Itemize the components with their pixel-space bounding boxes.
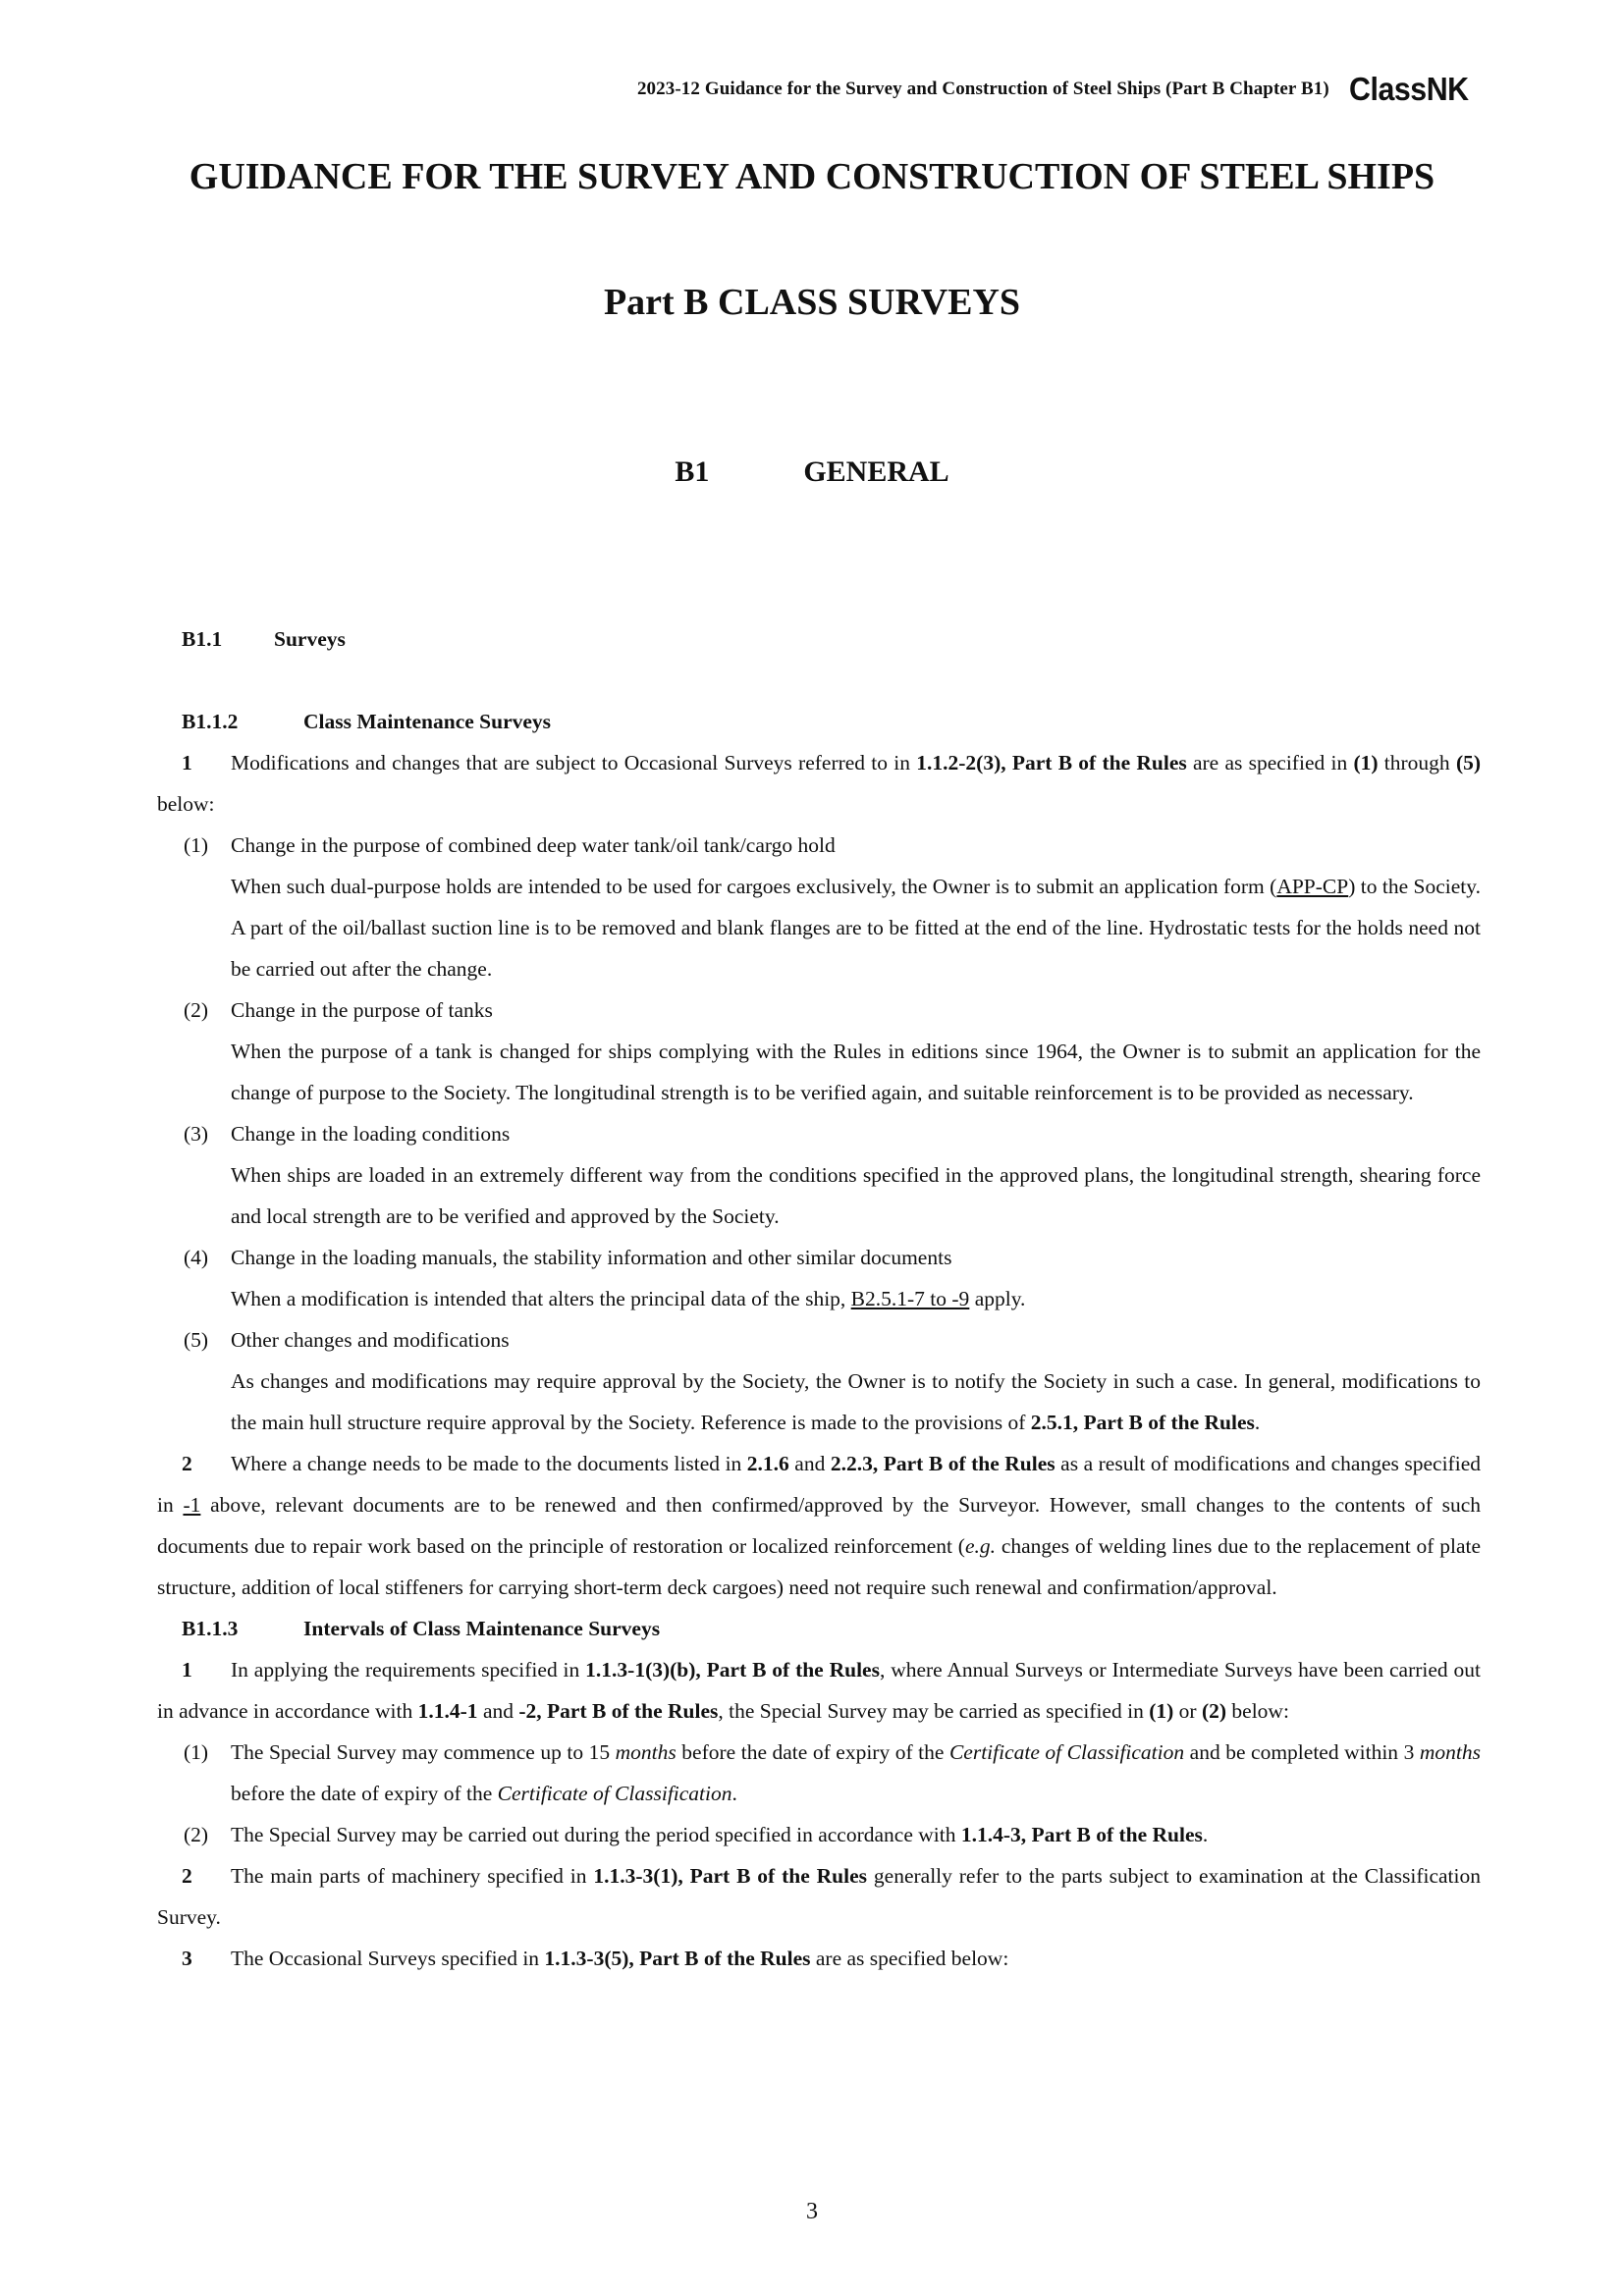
item-number: (2)	[184, 1823, 209, 1846]
list-item-3-text: When ships are loaded in an extremely different way from the conditions specified in the approved plans, the longitudinal strength, shearing force and local strength are to be verified and approved by the Society.	[231, 1163, 1481, 1228]
page-number: 3	[806, 2199, 818, 2224]
item-number: (3)	[184, 1122, 209, 1146]
subsection-number: B1.1.3	[182, 1617, 239, 1640]
item-number: (1)	[184, 833, 209, 857]
subsection-name: Intervals of Class Maintenance Surveys	[303, 1617, 661, 1640]
list-item-3: (3) Change in the loading conditions	[157, 1113, 1481, 1154]
subsection-heading-b113	[157, 1608, 1481, 1649]
chapter-name: GENERAL	[803, 455, 949, 488]
subsection-heading-b112	[157, 701, 1481, 742]
item-number: (1)	[184, 1740, 209, 1764]
b2-5-1-link[interactable]: B2.5.1-7 to -9	[850, 1287, 970, 1310]
paragraph-number: 2	[182, 1864, 192, 1888]
document-title: GUIDANCE FOR THE SURVEY AND CONSTRUCTION OF STEEL SHIPS	[189, 156, 1435, 197]
section-name: Surveys	[274, 627, 346, 651]
running-title: 2023-12 Guidance for the Survey and Construction of Steel Ships (Part B Chapter B1)	[636, 79, 1329, 99]
document-body	[157, 618, 1481, 1979]
paragraph-number: 1	[182, 751, 192, 774]
chapter-heading	[0, 455, 1624, 489]
paragraph-b113-2: 2 The main parts of machinery specified in 1.1.3-3(1), Part B of the Rules generally refer to the parts subject to examination at the Classification Survey.	[157, 1855, 1481, 1938]
b113-item-1: (1) The Special Survey may commence up to 15 months before the date of expiry of the Certificate of Classification and be completed within 3 months before the date of expiry of the Certificate of Classification.	[157, 1732, 1481, 1814]
paragraph-b112-2: 2 Where a change needs to be made to the documents listed in 2.1.6 and 2.2.3, Part B of the Rules as a result of modifications and changes specified in -1 above, relevant documents are to be renewed and then confirmed/approved by the Surveyor. However, small changes to the contents of such documents due to repair work based on the principle of restoration or localized reinforcement (e.g. changes of welding lines due to the replacement of plate structure, addition of local stiffeners for carrying short-term deck cargoes) need not require such renewal and confirmation/approval.	[157, 1443, 1481, 1608]
paragraph-b112-1: 1 Modifications and changes that are subject to Occasional Surveys referred to in 1.1.2-2(3), Part B of the Rules are as specified in (1) through (5) below:	[157, 742, 1481, 825]
b113-item-2: (2) The Special Survey may be carried out during the period specified in accordance with 1.1.4-3, Part B of the Rules.	[157, 1814, 1481, 1855]
list-item-4-text: When a modification is intended that alters the principal data of the ship, B2.5.1-7 to -9 apply.	[231, 1287, 1026, 1310]
chapter-number: B1	[675, 455, 710, 488]
running-header	[637, 71, 1479, 108]
list-item-2-text: When the purpose of a tank is changed for ships complying with the Rules in editions since 1964, the Owner is to submit an application for the change of purpose to the Society. The longitudinal strength is to be verified again, and suitable reinforcement is to be provided as necessary.	[231, 1040, 1481, 1104]
list-item-2: (2) Change in the purpose of tanks	[157, 989, 1481, 1031]
app-cp-link[interactable]: APP-CP	[1276, 875, 1349, 898]
classnk-logo: ClassNK	[1348, 71, 1469, 107]
list-item-5: (5) Other changes and modifications	[157, 1319, 1481, 1361]
list-item-4: (4) Change in the loading manuals, the stability information and other similar documents	[157, 1237, 1481, 1278]
section-heading	[157, 618, 1481, 660]
subsection-name: Class Maintenance Surveys	[303, 710, 552, 733]
item-number: (2)	[184, 998, 209, 1022]
subsection-number: B1.1.2	[182, 710, 239, 733]
item-number: (5)	[184, 1328, 209, 1352]
paragraph-number: 2	[182, 1452, 192, 1475]
list-item-5-text: As changes and modifications may require approval by the Society, the Owner is to notify the Society in such a case. In general, modifications to the main hull structure require approval by the Society. Reference is made to the provisions of 2.5.1, Part B of the Rules.	[231, 1369, 1481, 1434]
section-number: B1.1	[182, 627, 223, 651]
paragraph-number: 1	[182, 1658, 192, 1682]
list-item-1-text: When such dual-purpose holds are intended to be used for cargoes exclusively, the Owner is to submit an application form (APP-CP) to the Society. A part of the oil/ballast suction line is to be removed and blank flanges are to be fitted at the end of the line. Hydrostatic tests for the holds need not be carried out after the change.	[231, 875, 1482, 981]
minus-1-link[interactable]: -1	[183, 1493, 201, 1517]
paragraph-b113-3: 3 The Occasional Surveys specified in 1.1.3-3(5), Part B of the Rules are as specified below:	[157, 1938, 1481, 1979]
paragraph-number: 3	[182, 1947, 192, 1970]
part-title: Part B CLASS SURVEYS	[603, 282, 1021, 323]
paragraph-b113-1: 1 In applying the requirements specified in 1.1.3-1(3)(b), Part B of the Rules, where Annual Surveys or Intermediate Surveys have been carried out in advance in accordance with 1.1.4-1 and -2, Part B of the Rules, the Special Survey may be carried as specified in (1) or (2) below:	[157, 1649, 1481, 1732]
list-item-1: (1) Change in the purpose of combined deep water tank/oil tank/cargo hold	[157, 825, 1481, 866]
item-number: (4)	[184, 1246, 209, 1269]
